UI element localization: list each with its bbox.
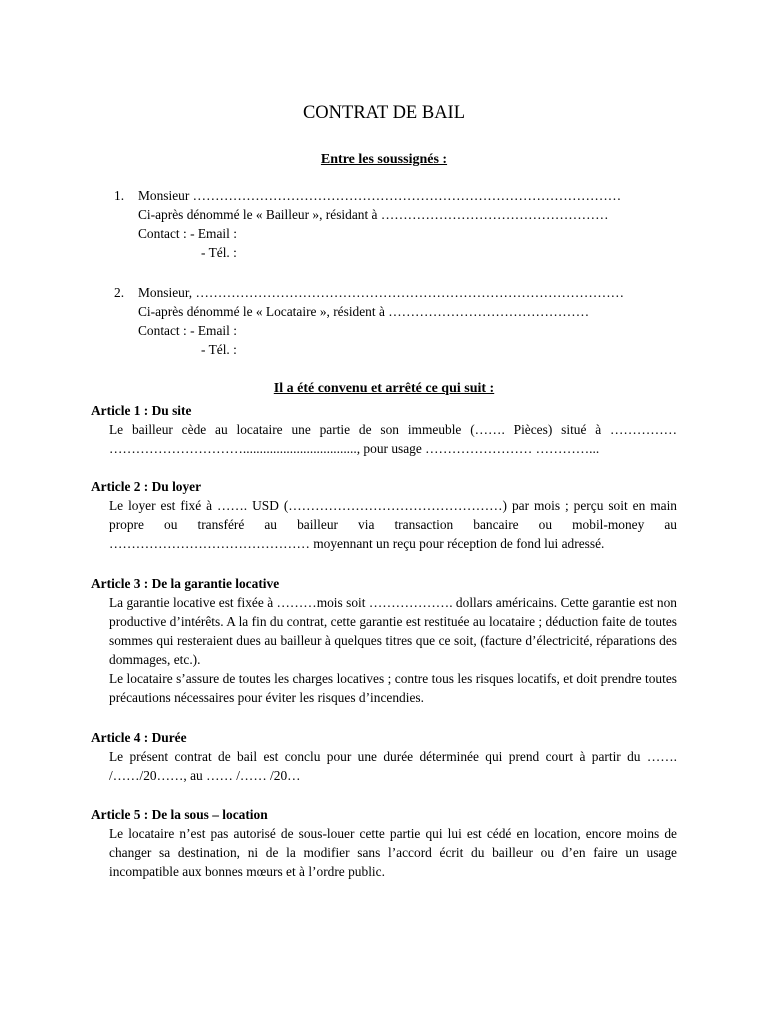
article-3 bbox=[91, 574, 677, 707]
article-title: Article 1 : Du site bbox=[91, 403, 192, 418]
article-title: Article 3 : De la garantie locative bbox=[91, 576, 280, 591]
article-title: Article 5 : De la sous – location bbox=[91, 807, 268, 822]
party-name-line: Monsieur, …………………………………………………………………………………… bbox=[138, 285, 624, 300]
agreement-heading: Il a été convenu et arrêté ce qui suit : bbox=[273, 381, 495, 396]
article-2 bbox=[91, 477, 677, 553]
article-title: Article 4 : Durée bbox=[91, 730, 187, 745]
party-contact-tel: - Tél. : bbox=[201, 342, 237, 357]
article-paragraph: Le bailleur cède au locataire une partie de son immeuble (……. Pièces) situé à …………… ………………………….................................., pour usage …………………… …………... bbox=[109, 422, 677, 456]
party-number: 1. bbox=[114, 188, 125, 203]
party-contact-email: Contact : - Email : bbox=[138, 226, 237, 241]
document-title: CONTRAT DE BAIL bbox=[302, 103, 466, 123]
article-paragraph: Le locataire s’assure de toutes les charges locatives ; contre tous les risques locatifs, et doit prendre toutes précautions nécessaires pour éviter les risques d’incendies. bbox=[109, 671, 677, 705]
party-number: 2. bbox=[114, 285, 125, 300]
article-paragraph: Le loyer est fixé à ……. USD (…………………………………………) par mois ; perçu soit en main propre ou transféré au bailleur via transaction bancaire ou mobil-money au ……………………………………… moyennant un reçu pour réception de fond lui adressé. bbox=[109, 498, 677, 551]
parties-heading: Entre les soussignés : bbox=[320, 152, 448, 167]
article-paragraph: Le présent contrat de bail est conclu pour une durée déterminée qui prend court à partir du ……. /……/20……, au …… /…… /20… bbox=[109, 749, 677, 783]
party-contact-tel: - Tél. : bbox=[201, 245, 237, 260]
party-contact-email: Contact : - Email : bbox=[138, 323, 237, 338]
article-4 bbox=[91, 728, 677, 785]
article-paragraph: Le locataire n’est pas autorisé de sous-louer cette partie qui lui est cédé en location, encore moins de changer sa destination, ni de la modifier sans l’accord écrit du bailleur ou d’en faire un usage incompatible aux bonnes mœurs et à l’ordre public. bbox=[109, 826, 677, 879]
party-residence-line: Ci-après dénommé le « Locataire », résident à ……………………………………… bbox=[138, 304, 590, 319]
party-residence-line: Ci-après dénommé le « Bailleur », résidant à …………………………………………… bbox=[138, 207, 609, 222]
article-paragraph: La garantie locative est fixée à ………mois soit ………………. dollars américains. Cette garantie est non productive d’intérêts. A la fin du contrat, cette garantie est restituée au locataire ; déduction faite de toutes sommes qui resteraient dues au bailleur à quelques titres que ce soit, (facture d’électricité, réparations des dommages, etc.). bbox=[109, 595, 677, 667]
party-locataire bbox=[114, 283, 694, 359]
party-name-line: Monsieur …………………………………………………………………………………… bbox=[138, 188, 622, 203]
article-title: Article 2 : Du loyer bbox=[91, 479, 202, 494]
article-1 bbox=[91, 401, 677, 458]
party-bailleur bbox=[114, 186, 694, 262]
article-5 bbox=[91, 805, 677, 881]
